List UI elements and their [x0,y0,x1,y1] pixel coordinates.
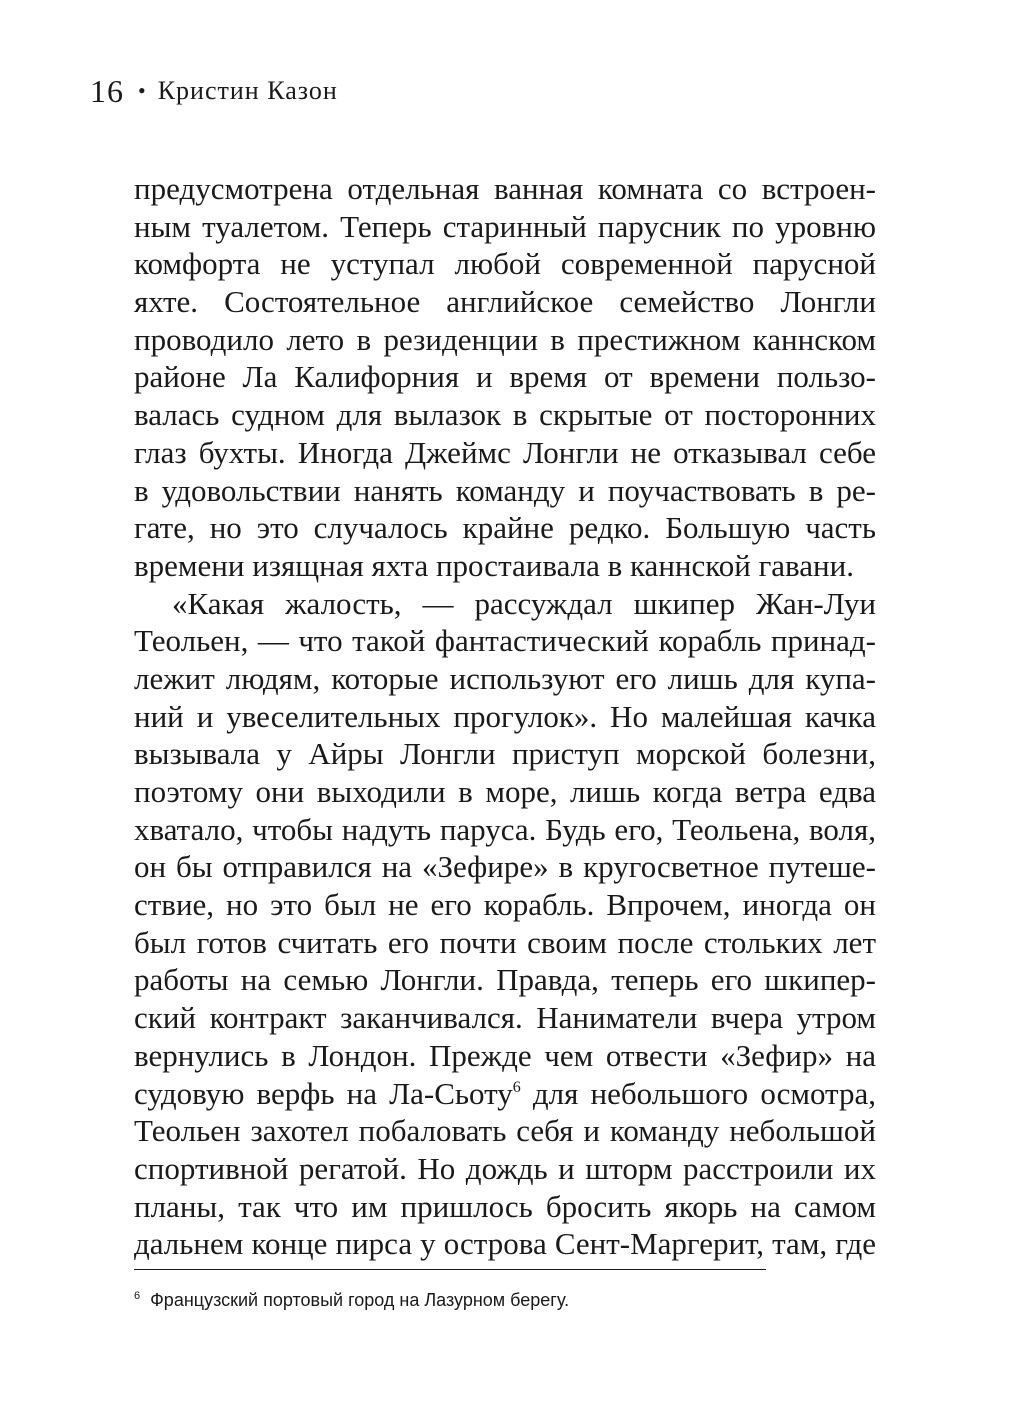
header-separator: • [138,78,146,103]
text-line: хватало, чтобы надуть паруса. Будь его, Теольена, воля, [134,811,876,847]
text-line: вернулись в Лондон. Прежде чем отвести «Зефир» на [134,1037,876,1073]
text-line: ствие, но это был не его корабль. Впрочем, иногда он [134,887,876,923]
text-line: поэтому они выходили в море, лишь когда ветра едва [134,774,876,809]
text-line: проводило лето в резиденции в престижном каннском [134,321,876,357]
text-line: в удовольствии нанять команду и поучаствовать в ре- [134,472,876,508]
text-line: Теольен, — что такой фантастический корабль принад- [134,623,876,659]
paragraph [134,170,876,585]
footnote-text: Французский портовый город на Лазурном берегу. [150,1290,570,1310]
running-header [90,66,338,116]
footnote-mark: 6 [134,1290,141,1302]
page-number: 16 [90,72,124,109]
text-line: глаз бухты. Иногда Джеймс Лонгли не отказывал себе [134,434,876,470]
paragraph [134,585,876,1263]
text-line: «Какая жалость, — рассуждал шкипер Жан-Луи [172,585,876,621]
text-line: ний и увеселительных прогулок». Но малейшая качка [134,698,876,734]
author-name: Кристин Казон [157,76,338,105]
text-line-with-footnote [134,1075,876,1113]
main-text [134,170,876,1263]
text-line: вызывала у Айры Лонгли приступ морской болезни, [134,736,876,772]
text-line: гате, но это случалось крайне редко. Большую часть [134,510,876,546]
text-line: спортивной регатой. Но дождь и шторм расстроили их [134,1150,876,1186]
text-line: он бы отправился на «Зефире» в кругосветное путеше- [134,849,876,885]
text-line: ский контракт заканчивался. Наниматели вчера утром [134,1000,876,1036]
text-line: комфорта не уступал любой современной парусной [134,246,876,282]
text-line: ным туалетом. Теперь старинный парусник по уровню [134,208,876,244]
text-line: районе Ла Калифорния и время от времени пользо- [134,359,876,395]
text-line: предусмотрена отдельная ванная комната со встроен- [134,171,876,206]
footnote-reference: 6 [512,1078,521,1096]
text-line: времени изящная яхта простаивала в каннской гавани. [134,547,854,583]
text-line: яхте. Состоятельное английское семейство Лонгли [134,284,876,320]
text-line: работы на семью Лонгли. Правда, теперь его шкипер- [134,962,876,998]
text-line: планы, так что им пришлось бросить якорь на самом [134,1188,876,1224]
text-line: Теольен захотел побаловать себя и команду небольшой [134,1113,876,1149]
text-line: лежит людям, которые используют его лишь для купа- [134,660,876,696]
text-line: был готов считать его почти своим после стольких лет [134,924,876,960]
footnote [134,1290,569,1311]
footnote-divider [134,1269,766,1270]
text-segment: судовую верфь на Ла-Сьоту [134,1075,513,1111]
text-line: дальнем конце пирса у острова Сент-Маргерит, там, где [134,1226,876,1262]
text-line: валась судном для вылазок в скрытые от посторонних [134,397,876,433]
text-segment: для небольшого осмотра, [520,1075,876,1111]
